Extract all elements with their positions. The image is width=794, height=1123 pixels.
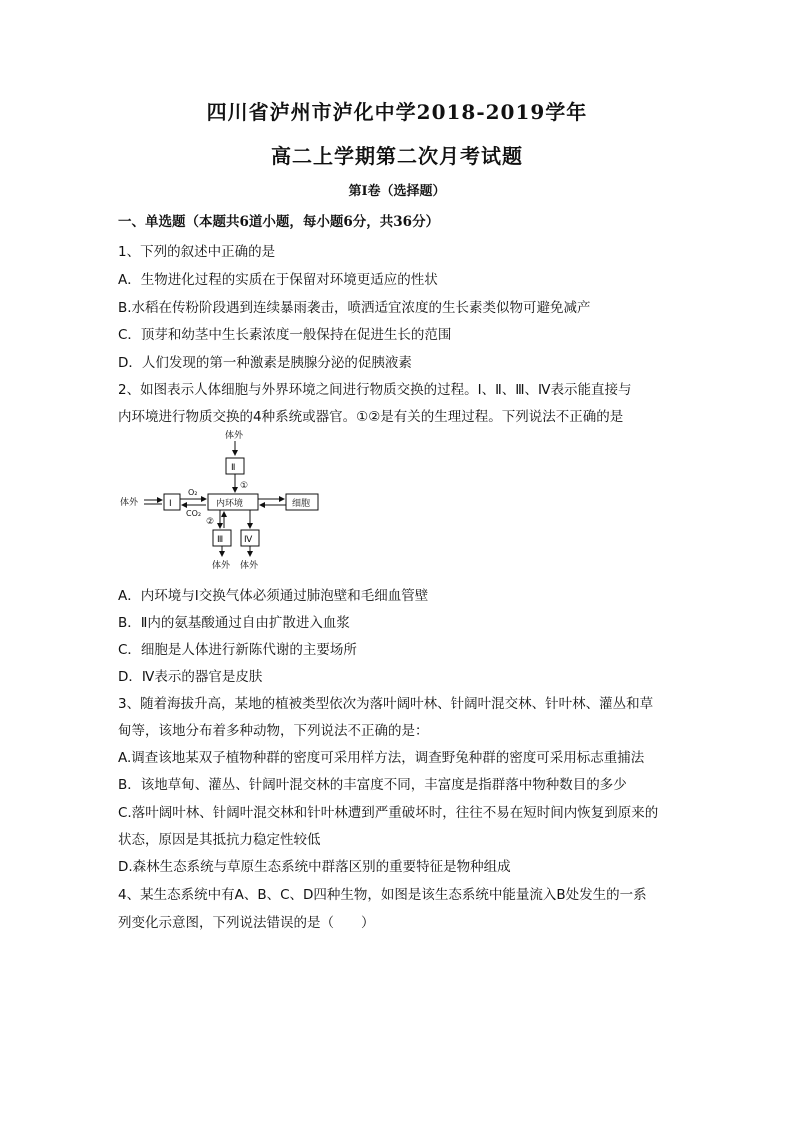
q3-stem-line2: 甸等，该地分布着多种动物，下列说法不正确的是：: [118, 723, 429, 739]
diagram-outside-bottom-right: 体外: [240, 561, 259, 571]
diagram-outside-top: 体外: [225, 431, 244, 441]
q1-option-d: D．人们发现的第一种激素是胰腺分泌的促胰液素: [118, 355, 412, 371]
box-ii-label: Ⅱ: [231, 463, 236, 473]
q2-option-a: A．内环境与Ⅰ交换气体必须通过肺泡壁和毛细血管壁: [118, 588, 429, 604]
exam-title-line2: 高二上学期第二次月考试题: [271, 144, 523, 168]
q2-option-b: B．Ⅱ内的氨基酸通过自由扩散进入血浆: [118, 615, 350, 631]
o2-label: O₂: [188, 488, 198, 497]
q3-option-a: A.调查该地某双子植物种群的密度可采用样方法，调查野兔种群的密度可采用标志重捕法: [118, 750, 645, 766]
q3-option-b: B．该地草甸、灌丛、针阔叶混交林的丰富度不同，丰富度是指群落中物种数目的多少: [118, 777, 627, 793]
q3-option-c-line2: 状态，原因是其抵抗力稳定性较低: [118, 832, 321, 848]
box-i-label: Ⅰ: [169, 499, 172, 509]
box-iii-label: Ⅲ: [217, 535, 224, 545]
q1-option-a: A．生物进化过程的实质在于保留对环境更适应的性状: [118, 272, 438, 288]
section-heading: 一、单选题（本题共6道小题，每小题6分，共36分）: [118, 214, 440, 230]
q1-option-c: C．顶芽和幼茎中生长素浓度一般保持在促进生长的范围: [118, 327, 452, 343]
volume-subtitle: 第I卷（选择题）: [348, 184, 446, 199]
q3-stem-line1: 3、随着海拔升高，某地的植被类型依次为落叶阔叶林、针阔叶混交林、针叶林、灌丛和草: [118, 696, 654, 712]
q2-option-d: D．Ⅳ表示的器官是皮肤: [118, 669, 263, 685]
box-iv-label: Ⅳ: [244, 535, 253, 545]
diagram-outside-left: 体外: [120, 498, 139, 508]
exam-title-line1: 四川省泸州市泸化中学2018-2019学年: [206, 100, 588, 124]
q4-stem-line2: 列变化示意图，下列说法错误的是（ ）: [118, 915, 375, 931]
q3-option-c-line1: C.落叶阔叶林、针阔叶混交林和针叶林遭到严重破坏时，往往不易在短时间内恢复到原来的: [118, 805, 659, 821]
inner-environment-label: 内环境: [216, 499, 244, 509]
q1-stem: 1、下列的叙述中正确的是: [118, 244, 276, 260]
q4-stem-line1: 4、某生态系统中有A、B、C、D四种生物，如图是该生态系统中能量流入B处发生的一系: [118, 887, 647, 903]
q2-stem-line1: 2、如图表示人体细胞与外界环境之间进行物质交换的过程。Ⅰ、Ⅱ、Ⅲ、Ⅳ表示能直接与: [118, 382, 632, 398]
process-1-label: ①: [240, 481, 249, 491]
cell-label: 细胞: [292, 499, 311, 509]
diagram-outside-bottom-left: 体外: [212, 561, 231, 571]
q2-option-c: C．细胞是人体进行新陈代谢的主要场所: [118, 642, 357, 658]
q1-option-b: B.水稻在传粉阶段遇到连续暴雨袭击，喷洒适宜浓度的生长素类似物可避免减产: [118, 300, 591, 316]
process-2-label: ②: [206, 517, 215, 527]
exchange-diagram: [118, 428, 328, 574]
co2-label: CO₂: [186, 509, 202, 518]
q3-option-d: D.森林生态系统与草原生态系统中群落区别的重要特征是物种组成: [118, 859, 511, 875]
q2-stem-line2: 内环境进行物质交换的4种系统或器官。①②是有关的生理过程。下列说法不正确的是: [118, 409, 624, 425]
box-i: [164, 494, 180, 510]
